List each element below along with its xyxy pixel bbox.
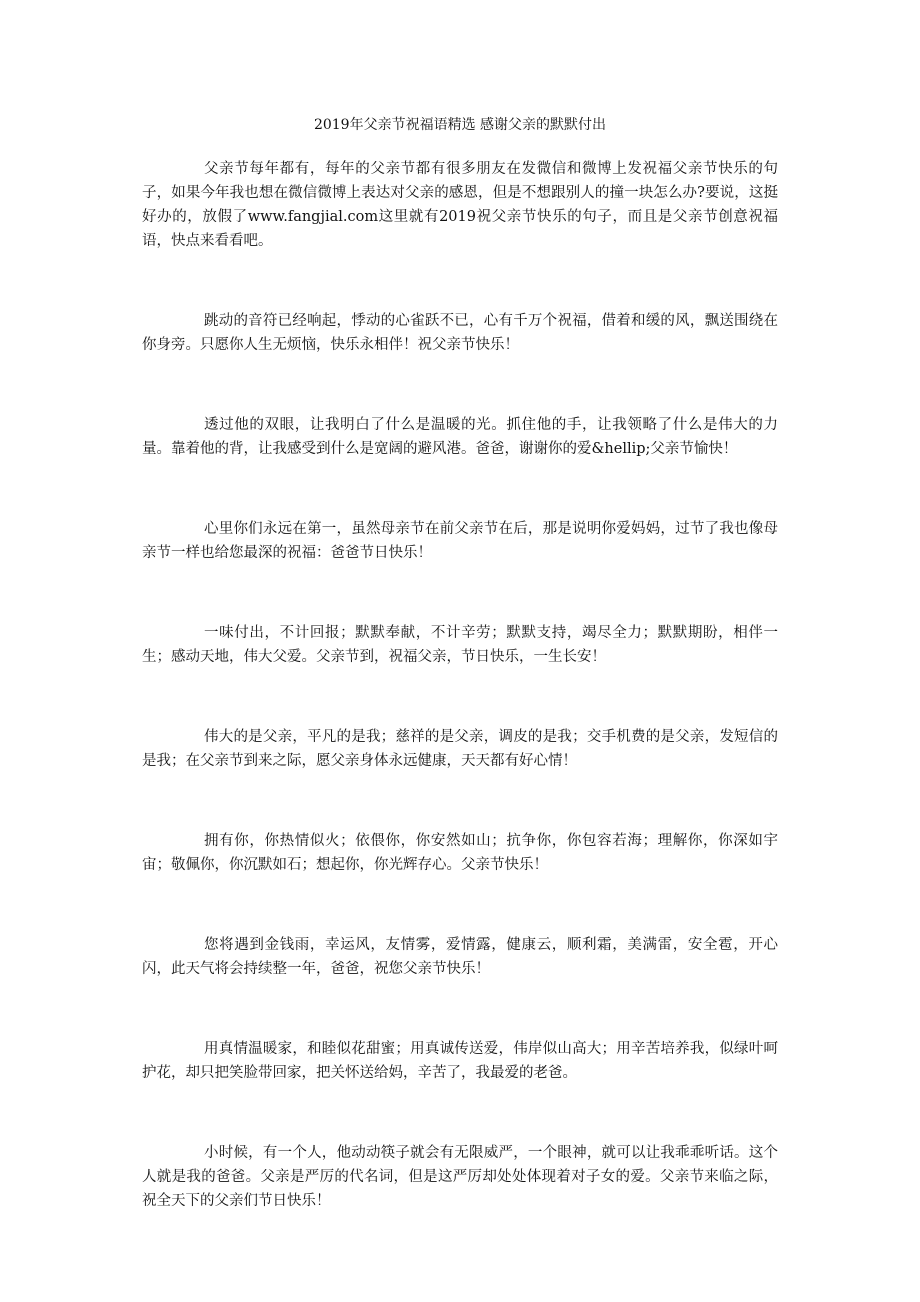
paragraph: 透过他的双眼，让我明白了什么是温暖的光。抓住他的手，让我领略了什么是伟大的力量。靠着他的背，让我感受到什么是宽阔的避风港。爸爸，谢谢你的爱&hellip;父亲节愉快！ bbox=[142, 417, 778, 457]
document-title: 2019年父亲节祝福语精选 感谢父亲的默默付出 bbox=[313, 117, 607, 133]
paragraph: 伟大的是父亲，平凡的是我；慈祥的是父亲，调皮的是我；交手机费的是父亲，发短信的是我；在父亲节到来之际，愿父亲身体永远健康，天天都有好心情！ bbox=[142, 729, 778, 769]
paragraph: 用真情温暖家，和睦似花甜蜜；用真诚传送爱，伟岸似山高大；用辛苦培养我，似绿叶呵护花，却只把笑脸带回家，把关怀送给妈，辛苦了，我最爱的老爸。 bbox=[142, 1041, 778, 1081]
paragraph: 跳动的音符已经响起，悸动的心雀跃不已，心有千万个祝福，借着和缓的风，飘送围绕在你身旁。只愿你人生无烦恼，快乐永相伴！祝父亲节快乐！ bbox=[142, 313, 778, 353]
paragraph: 小时候，有一个人，他动动筷子就会有无限威严，一个眼神，就可以让我乖乖听话。这个人就是我的爸爸。父亲是严厉的代名词，但是这严厉却处处体现着对子女的爱。父亲节来临之际，祝全天下的父亲们节日快乐！ bbox=[142, 1145, 778, 1209]
paragraph: 拥有你，你热情似火；依偎你，你安然如山；抗争你，你包容若海；理解你，你深如宇宙；敬佩你，你沉默如石；想起你，你光辉存心。父亲节快乐！ bbox=[142, 833, 778, 873]
paragraph-intro: 父亲节每年都有，每年的父亲节都有很多朋友在发微信和微博上发祝福父亲节快乐的句子，如果今年我也想在微信微博上表达对父亲的感恩，但是不想跟别人的撞一块怎么办?要说，这挺好办的，放假了www.fangjial.com这里就有2019祝父亲节快乐的句子，而且是父亲节创意祝福语，快点来看看吧。 bbox=[142, 161, 778, 249]
paragraph: 一味付出，不计回报；默默奉献，不计辛劳；默默支持，竭尽全力；默默期盼，相伴一生；感动天地，伟大父爱。父亲节到，祝福父亲，节日快乐，一生长安！ bbox=[142, 625, 778, 665]
paragraph: 心里你们永远在第一，虽然母亲节在前父亲节在后，那是说明你爱妈妈，过节了我也像母亲节一样也给您最深的祝福：爸爸节日快乐！ bbox=[142, 521, 778, 561]
paragraph: 您将遇到金钱雨，幸运风，友情雾，爱情露，健康云，顺利霜，美满雷，安全雹，开心闪，此天气将会持续整一年，爸爸，祝您父亲节快乐！ bbox=[142, 937, 778, 977]
document-body bbox=[142, 157, 778, 1269]
